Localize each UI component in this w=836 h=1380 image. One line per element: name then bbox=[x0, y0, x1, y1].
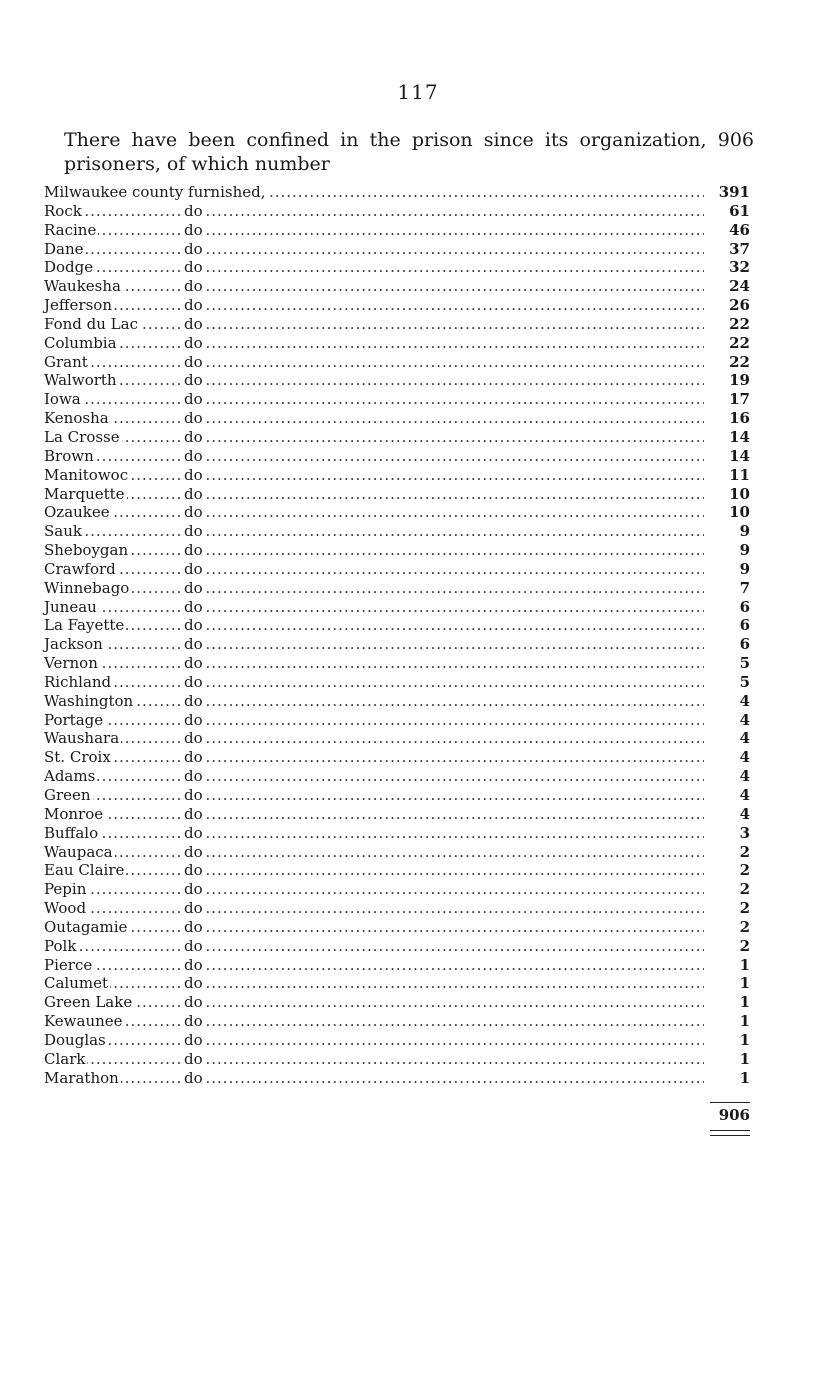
dot-leader bbox=[44, 1031, 704, 1050]
table-row bbox=[44, 635, 750, 654]
prisoner-count: 32 bbox=[706, 258, 750, 277]
table-row bbox=[44, 466, 750, 485]
prisoner-count: 4 bbox=[706, 805, 750, 824]
ditto-mark: do bbox=[184, 767, 203, 786]
county-name: Manitowoc bbox=[44, 465, 129, 484]
prisoner-count: 4 bbox=[706, 748, 750, 767]
dot-leader bbox=[44, 993, 704, 1012]
table-row bbox=[44, 371, 750, 390]
table-row bbox=[44, 786, 750, 805]
table-row bbox=[44, 579, 750, 598]
county-name: Adams bbox=[44, 767, 96, 786]
dot-leader bbox=[44, 522, 704, 541]
table-row bbox=[44, 390, 750, 409]
prisoner-count: 22 bbox=[706, 315, 750, 334]
table-row bbox=[44, 918, 750, 937]
prisoner-count: 1 bbox=[706, 1031, 750, 1050]
table-row bbox=[44, 956, 750, 975]
ditto-mark: do bbox=[184, 1068, 203, 1087]
table-row bbox=[44, 748, 750, 767]
ditto-mark: do bbox=[184, 1049, 203, 1068]
county-name: Jackson bbox=[44, 635, 103, 654]
county-name: Washington bbox=[44, 691, 134, 710]
prisoner-count: 4 bbox=[706, 786, 750, 805]
table-row bbox=[44, 654, 750, 673]
dot-leader bbox=[44, 428, 704, 447]
county-name: Winnebago bbox=[44, 578, 130, 597]
dot-leader bbox=[44, 503, 704, 522]
dot-leader bbox=[44, 748, 704, 767]
ditto-mark: do bbox=[184, 333, 203, 352]
prisoner-count: 16 bbox=[706, 409, 750, 428]
county-name: Brown bbox=[44, 446, 94, 465]
prisoner-count: 2 bbox=[706, 937, 750, 956]
county-name: La Fayette bbox=[44, 616, 125, 635]
ditto-mark: do bbox=[184, 465, 203, 484]
dot-leader bbox=[44, 541, 704, 560]
ditto-mark: do bbox=[184, 654, 203, 673]
county-name: Richland bbox=[44, 672, 112, 691]
ditto-mark: do bbox=[184, 239, 203, 258]
ditto-mark: do bbox=[184, 936, 203, 955]
dot-leader bbox=[44, 202, 704, 221]
dot-leader bbox=[44, 447, 704, 466]
dot-leader bbox=[44, 861, 704, 880]
table-row bbox=[44, 296, 750, 315]
ditto-mark: do bbox=[184, 258, 203, 277]
ditto-mark: do bbox=[184, 314, 203, 333]
prisoner-count: 4 bbox=[706, 711, 750, 730]
table-row bbox=[44, 277, 750, 296]
ditto-mark: do bbox=[184, 1030, 203, 1049]
prisoner-count: 2 bbox=[706, 918, 750, 937]
county-name: La Crosse bbox=[44, 427, 120, 446]
prisoner-count: 1 bbox=[706, 1069, 750, 1088]
county-name: Douglas bbox=[44, 1030, 106, 1049]
county-name: Juneau bbox=[44, 597, 97, 616]
dot-leader bbox=[44, 956, 704, 975]
table-row bbox=[44, 353, 750, 372]
table-row bbox=[44, 843, 750, 862]
ditto-mark: do bbox=[184, 446, 203, 465]
ditto-mark: do bbox=[184, 710, 203, 729]
table-row bbox=[44, 183, 750, 202]
prisoner-count: 1 bbox=[706, 1012, 750, 1031]
county-name: St. Croix bbox=[44, 748, 111, 767]
table-row bbox=[44, 880, 750, 899]
prisoner-count: 2 bbox=[706, 843, 750, 862]
ditto-mark: do bbox=[184, 616, 203, 635]
dot-leader bbox=[44, 673, 704, 692]
table-row bbox=[44, 522, 750, 541]
county-name: Milwaukee county furnished, bbox=[44, 183, 266, 201]
ditto-mark: do bbox=[184, 842, 203, 861]
dot-leader bbox=[44, 786, 704, 805]
table-row bbox=[44, 1012, 750, 1031]
table-row bbox=[44, 485, 750, 504]
county-name: Iowa bbox=[44, 390, 81, 409]
dot-leader bbox=[44, 371, 704, 390]
ditto-mark: do bbox=[184, 522, 203, 541]
dot-leader bbox=[44, 974, 704, 993]
ditto-mark: do bbox=[184, 786, 203, 804]
table-row bbox=[44, 1069, 750, 1088]
ditto-mark: do bbox=[184, 503, 203, 522]
dot-leader bbox=[44, 560, 704, 579]
ditto-mark: do bbox=[184, 635, 203, 654]
table-row bbox=[44, 598, 750, 617]
dot-leader bbox=[44, 843, 704, 862]
prisoner-count: 6 bbox=[706, 635, 750, 654]
prisoner-count: 2 bbox=[706, 861, 750, 880]
page-number: 117 bbox=[397, 80, 439, 104]
prisoner-count: 10 bbox=[706, 503, 750, 522]
prisoner-count: 5 bbox=[706, 673, 750, 692]
prisoner-count: 14 bbox=[706, 447, 750, 466]
ditto-mark: do bbox=[184, 201, 203, 220]
table-row bbox=[44, 202, 750, 221]
ditto-mark: do bbox=[184, 804, 203, 823]
prisoner-count: 1 bbox=[706, 1050, 750, 1069]
prisoner-count: 4 bbox=[706, 692, 750, 711]
county-name: Green bbox=[44, 786, 91, 804]
county-name: Ozaukee bbox=[44, 503, 110, 522]
county-name: Crawford bbox=[44, 559, 116, 578]
table-row bbox=[44, 824, 750, 843]
dot-leader bbox=[44, 315, 704, 334]
table-row bbox=[44, 899, 750, 918]
county-name: Buffalo bbox=[44, 823, 99, 842]
dot-leader bbox=[44, 353, 704, 372]
table-row bbox=[44, 861, 750, 880]
county-name: Jefferson bbox=[44, 296, 112, 315]
dot-leader bbox=[44, 466, 704, 485]
dot-leader bbox=[44, 692, 704, 711]
prisoner-count: 11 bbox=[706, 466, 750, 485]
prisoner-count: 6 bbox=[706, 598, 750, 617]
dot-leader bbox=[44, 409, 704, 428]
dot-leader bbox=[44, 485, 704, 504]
ditto-mark: do bbox=[184, 541, 203, 560]
prisoner-count: 9 bbox=[706, 522, 750, 541]
prisoner-count: 1 bbox=[706, 993, 750, 1012]
table-row bbox=[44, 616, 750, 635]
table-row bbox=[44, 240, 750, 259]
ditto-mark: do bbox=[184, 390, 203, 409]
table-row bbox=[44, 767, 750, 786]
ditto-mark: do bbox=[184, 296, 203, 315]
prisoner-count: 37 bbox=[706, 240, 750, 259]
dot-leader bbox=[44, 390, 704, 409]
prisoner-count: 19 bbox=[706, 371, 750, 390]
ditto-mark: do bbox=[184, 1012, 203, 1031]
ditto-mark: do bbox=[184, 559, 203, 578]
county-name: Dane bbox=[44, 239, 84, 258]
prisoner-count: 4 bbox=[706, 767, 750, 786]
dot-leader bbox=[44, 918, 704, 937]
table-row bbox=[44, 541, 750, 560]
dot-leader bbox=[44, 729, 704, 748]
prisoner-count: 46 bbox=[706, 221, 750, 240]
table-row bbox=[44, 673, 750, 692]
prisoner-count: 17 bbox=[706, 390, 750, 409]
county-name: Fond du Lac bbox=[44, 314, 138, 333]
table-row bbox=[44, 409, 750, 428]
county-name: Wood bbox=[44, 899, 87, 918]
county-name: Outagamie bbox=[44, 917, 128, 936]
prisoner-count: 9 bbox=[706, 541, 750, 560]
table-row bbox=[44, 503, 750, 522]
county-name: Grant bbox=[44, 352, 88, 371]
dot-leader bbox=[44, 880, 704, 899]
ditto-mark: do bbox=[184, 409, 203, 428]
ditto-mark: do bbox=[184, 993, 203, 1012]
prisoner-count: 2 bbox=[706, 880, 750, 899]
ditto-mark: do bbox=[184, 748, 203, 767]
total-double-rule bbox=[710, 1130, 750, 1136]
county-name: Clark bbox=[44, 1049, 86, 1068]
ditto-mark: do bbox=[184, 691, 203, 710]
prisoner-count: 4 bbox=[706, 729, 750, 748]
county-name: Dodge bbox=[44, 258, 94, 277]
dot-leader bbox=[44, 277, 704, 296]
dot-leader bbox=[44, 635, 704, 654]
ditto-mark: do bbox=[184, 484, 203, 503]
prisoner-count: 2 bbox=[706, 899, 750, 918]
table-row bbox=[44, 974, 750, 993]
county-name: Sauk bbox=[44, 522, 82, 541]
prisoner-count: 7 bbox=[706, 579, 750, 598]
county-name: Walworth bbox=[44, 371, 117, 390]
county-name: Pepin bbox=[44, 880, 87, 899]
dot-leader bbox=[44, 598, 704, 617]
ditto-mark: do bbox=[184, 277, 203, 296]
intro-paragraph: There have been confined in the prison since its organization, 906 prisoners, of which number bbox=[64, 129, 754, 175]
prisoner-count: 22 bbox=[706, 334, 750, 353]
county-name: Polk bbox=[44, 936, 77, 955]
county-name: Waukesha bbox=[44, 277, 121, 296]
county-name: Marquette bbox=[44, 484, 125, 503]
ditto-mark: do bbox=[184, 823, 203, 842]
county-name: Waupaca bbox=[44, 842, 113, 861]
table-row bbox=[44, 993, 750, 1012]
dot-leader bbox=[44, 579, 704, 598]
prisoner-count: 61 bbox=[706, 202, 750, 221]
table-row bbox=[44, 729, 750, 748]
table-row bbox=[44, 711, 750, 730]
ditto-mark: do bbox=[184, 861, 203, 880]
prisoner-count: 9 bbox=[706, 560, 750, 579]
county-name: Rock bbox=[44, 201, 82, 220]
table-row bbox=[44, 221, 750, 240]
county-name: Eau Claire bbox=[44, 861, 125, 880]
ditto-mark: do bbox=[184, 371, 203, 390]
prisoner-count: 22 bbox=[706, 353, 750, 372]
dot-leader bbox=[44, 824, 704, 843]
county-name: Calumet bbox=[44, 974, 109, 993]
prisoner-count: 391 bbox=[706, 183, 750, 202]
dot-leader bbox=[44, 616, 704, 635]
county-name: Green Lake bbox=[44, 993, 133, 1012]
ditto-mark: do bbox=[184, 427, 203, 446]
county-name: Sheboygan bbox=[44, 541, 129, 560]
dot-leader bbox=[44, 334, 704, 353]
prisoner-count: 14 bbox=[706, 428, 750, 447]
table-row bbox=[44, 1031, 750, 1050]
table-row bbox=[44, 258, 750, 277]
prisoner-count: 26 bbox=[706, 296, 750, 315]
dot-leader bbox=[44, 767, 704, 786]
ditto-mark: do bbox=[184, 578, 203, 597]
county-name: Columbia bbox=[44, 333, 117, 352]
dot-leader bbox=[44, 1050, 704, 1069]
county-name: Racine bbox=[44, 220, 97, 239]
dot-leader bbox=[44, 1012, 704, 1031]
ditto-mark: do bbox=[184, 917, 203, 936]
table-row bbox=[44, 937, 750, 956]
dot-leader bbox=[44, 258, 704, 277]
dot-leader bbox=[44, 899, 704, 918]
county-name: Waushara bbox=[44, 729, 120, 748]
dot-leader bbox=[44, 654, 704, 673]
dot-leader bbox=[44, 805, 704, 824]
ditto-mark: do bbox=[184, 899, 203, 918]
ditto-mark: do bbox=[184, 597, 203, 616]
county-name: Marathon bbox=[44, 1068, 119, 1087]
table-row bbox=[44, 692, 750, 711]
dot-leader bbox=[44, 240, 704, 259]
table-row bbox=[44, 560, 750, 579]
dot-leader bbox=[44, 221, 704, 240]
dot-leader bbox=[44, 1069, 704, 1088]
prisoner-count: 1 bbox=[706, 974, 750, 993]
ditto-mark: do bbox=[184, 672, 203, 691]
ditto-mark: do bbox=[184, 974, 203, 993]
prisoner-count: 1 bbox=[706, 956, 750, 975]
prisoner-count: 6 bbox=[706, 616, 750, 635]
county-name: Monroe bbox=[44, 804, 104, 823]
county-name: Vernon bbox=[44, 654, 98, 673]
county-name: Kenosha bbox=[44, 409, 109, 428]
prisoner-count: 5 bbox=[706, 654, 750, 673]
dot-leader bbox=[44, 937, 704, 956]
dot-leader bbox=[44, 711, 704, 730]
table-row bbox=[44, 447, 750, 466]
prisoner-count: 10 bbox=[706, 485, 750, 504]
table-row bbox=[44, 334, 750, 353]
total-rule bbox=[710, 1102, 750, 1103]
ditto-mark: do bbox=[184, 729, 203, 748]
county-table bbox=[44, 183, 750, 1088]
total-count: 906 bbox=[718, 1106, 750, 1124]
table-row bbox=[44, 805, 750, 824]
county-name: Kewaunee bbox=[44, 1012, 123, 1031]
table-row bbox=[44, 315, 750, 334]
table-row bbox=[44, 1050, 750, 1069]
county-name: Pierce bbox=[44, 955, 93, 974]
ditto-mark: do bbox=[184, 955, 203, 974]
dot-leader bbox=[44, 296, 704, 315]
ditto-mark: do bbox=[184, 880, 203, 899]
prisoner-count: 3 bbox=[706, 824, 750, 843]
county-name: Portage bbox=[44, 710, 104, 729]
ditto-mark: do bbox=[184, 352, 203, 371]
table-row bbox=[44, 428, 750, 447]
ditto-mark: do bbox=[184, 220, 203, 239]
prisoner-count: 24 bbox=[706, 277, 750, 296]
